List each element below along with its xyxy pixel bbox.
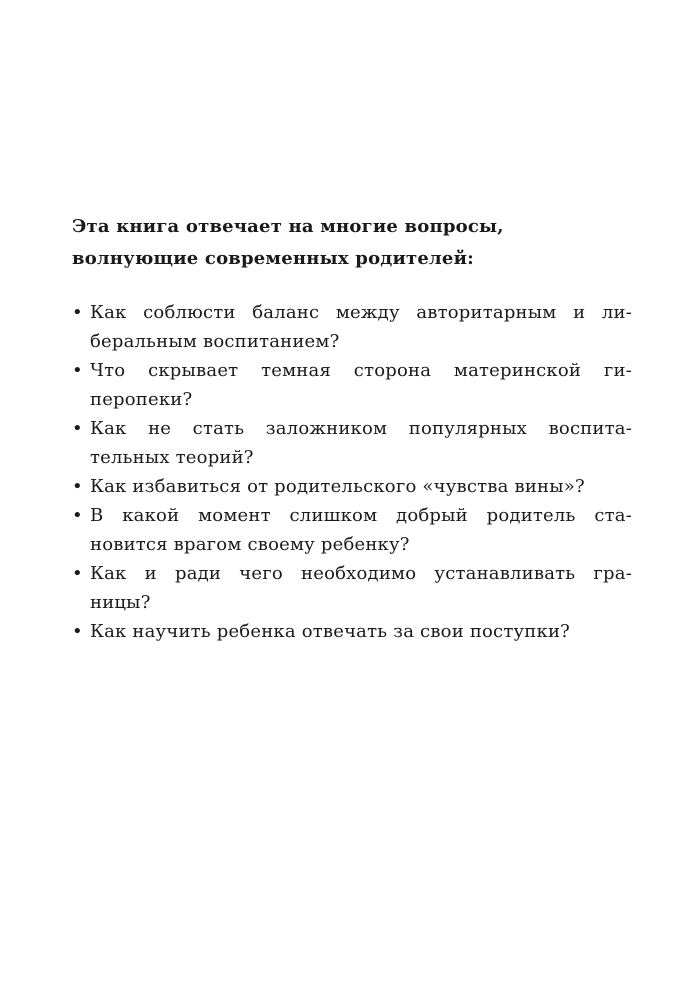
heading-line-2: волнующие современных родителей: — [72, 248, 474, 269]
list-item-line: Как соблюсти баланс между авторитарным и ли- — [90, 302, 632, 323]
bullet-icon: • — [72, 302, 83, 323]
list-item-line: перопеки? — [90, 389, 193, 410]
list-item-line: новится врагом своему ребенку? — [90, 534, 410, 555]
bullet-icon: • — [72, 505, 83, 526]
list-item — [72, 617, 632, 646]
list-item-line: тельных теорий? — [90, 447, 254, 468]
list-item-line: Как не стать заложником популярных воспита- — [90, 418, 632, 439]
list-item-line: Как избавиться от родительского «чувства вины»? — [90, 476, 585, 497]
bullet-icon: • — [72, 476, 83, 497]
list-item — [72, 414, 632, 472]
list-item-line: В какой момент слишком добрый родитель ста- — [90, 505, 632, 526]
list-item — [72, 298, 632, 356]
list-item — [72, 559, 632, 617]
questions-list — [72, 298, 632, 646]
bullet-icon: • — [72, 563, 83, 584]
page-heading — [72, 211, 632, 275]
list-item-line: Как и ради чего необходимо устанавливать гра- — [90, 563, 632, 584]
list-item-line: Как научить ребенка отвечать за свои поступки? — [90, 621, 570, 642]
bullet-icon: • — [72, 418, 83, 439]
list-item-line: ницы? — [90, 592, 151, 613]
bullet-icon: • — [72, 621, 83, 642]
heading-line-1: Эта книга отвечает на многие вопросы, — [72, 216, 504, 237]
list-item — [72, 356, 632, 414]
list-item — [72, 501, 632, 559]
list-item-line: Что скрывает темная сторона материнской ги- — [90, 360, 632, 381]
bullet-icon: • — [72, 360, 83, 381]
list-item — [72, 472, 632, 501]
list-item-line: беральным воспитанием? — [90, 331, 340, 352]
